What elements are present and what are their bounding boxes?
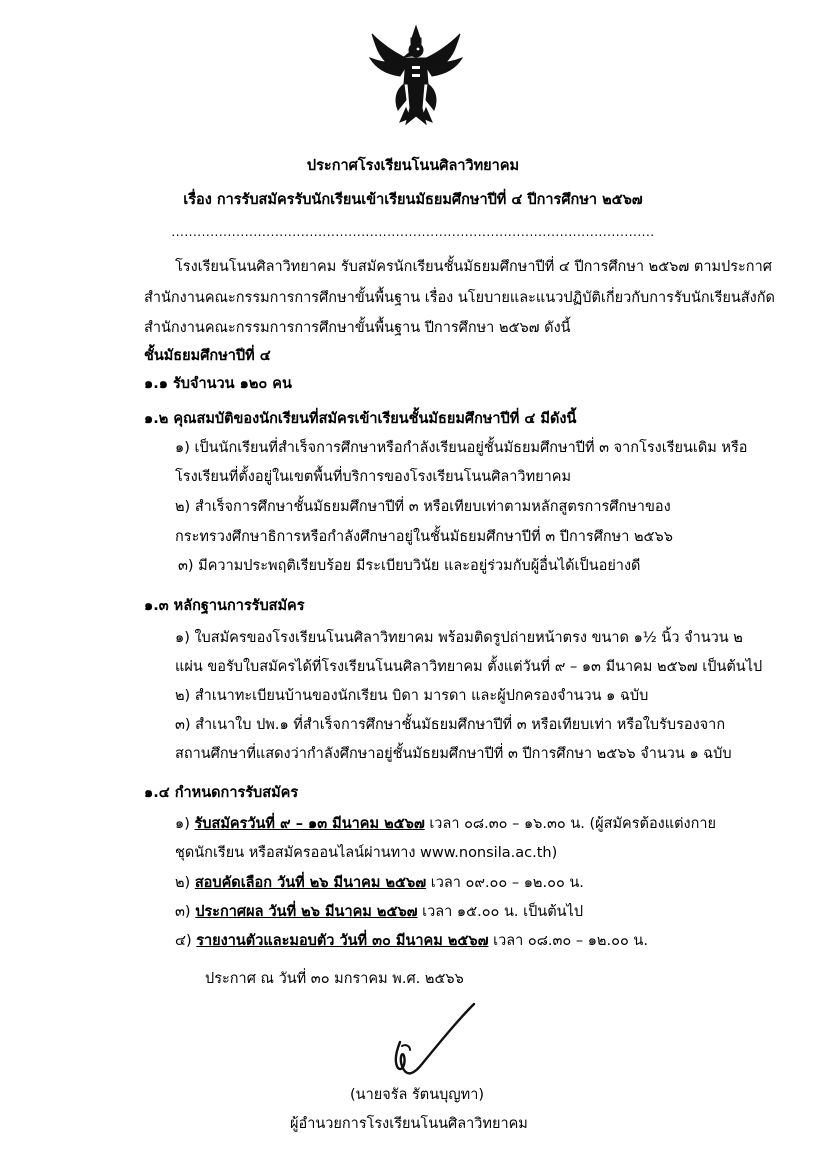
schedule-item — [175, 814, 716, 834]
schedule-item — [175, 843, 557, 863]
divider: ................................................................................................................ — [171, 225, 655, 239]
section-1-1: ๑.๑ รับจำนวน ๑๒๐ คน — [144, 376, 292, 392]
schedule-detail: เวลา ๑๕.๐๐ น. เป็นต้นไป — [417, 904, 584, 920]
qualification-line: โรงเรียนที่ตั้งอยู่ในเขตพื้นที่บริการของโรงเรียนโนนศิลาวิทยาคม — [175, 469, 572, 485]
document-line: ๒) สำเนาทะเบียนบ้านของนักเรียน บิดา มารดา และผู้ปกครองจำนวน ๑ ฉบับ — [175, 688, 649, 704]
schedule-item — [175, 931, 648, 951]
signer-position: ผู้อำนวยการโรงเรียนโนนศิลาวิทยาคม — [290, 1116, 528, 1132]
qualification-line: ๓) มีความประพฤติเรียบร้อย มีระเบียบวินัย และอยู่ร่วมกับผู้อื่นได้เป็นอย่างดี — [178, 558, 641, 574]
intro-line-3: สำนักงานคณะกรรมการการศึกษาขั้นพื้นฐาน ปีการศึกษา ๒๕๖๗ ดังนี้ — [144, 320, 571, 336]
document-line: ๑) ใบสมัครของโรงเรียนโนนศิลาวิทยาคม พร้อมติดรูปถ่ายหน้าตรง ขนาด ๑½ นิ้ว จำนวน ๒ — [175, 630, 743, 646]
section-1-4-heading: ๑.๔ กำหนดการรับสมัคร — [144, 785, 299, 801]
qualification-line: กระทรวงศึกษาธิการหรือกำลังศึกษาอยู่ในชั้นมัธยมศึกษาปีที่ ๓ ปีการศึกษา ๒๕๖๖ — [175, 529, 673, 545]
signature-image — [388, 1000, 488, 1080]
schedule-label: สอบคัดเลือก วันที่ ๒๖ มีนาคม ๒๕๖๗ — [194, 875, 427, 891]
schedule-label: รายงานตัวและมอบตัว วันที่ ๓๐ มีนาคม ๒๕๖๗ — [196, 933, 489, 949]
schedule-item — [175, 902, 583, 922]
document-line: ๓) สำเนาใบ ปพ.๑ ที่สำเร็จการศึกษาชั้นมัธยมศึกษาปีที่ ๓ หรือเทียบเท่า หรือใบรับรองจาก — [175, 717, 726, 733]
intro-line-2: สำนักงานคณะกรรมการการศึกษาขั้นพื้นฐาน เรื่อง นโยบายและแนวปฏิบัติเกี่ยวกับการรับนักเรียนสังกัด — [144, 290, 775, 306]
section-1-2-heading: ๑.๒ คุณสมบัติของนักเรียนที่สมัครเข้าเรียนชั้นมัธยมศึกษาปีที่ ๔ มีดังนี้ — [144, 411, 577, 427]
qualification-line: ๒) สำเร็จการศึกษาชั้นมัธยมศึกษาปีที่ ๓ หรือเทียบเท่าตามหลักสูตรการศึกษาของ — [175, 499, 671, 515]
level-heading: ชั้นมัธยมศึกษาปีที่ ๔ — [144, 348, 271, 364]
section-1-3-heading: ๑.๓ หลักฐานการรับสมัคร — [144, 598, 305, 614]
schedule-number: ๑) — [175, 816, 195, 832]
announcement-subject: เรื่อง การรับสมัครรับนักเรียนเข้าเรียนมัธยมศึกษาปีที่ ๔ ปีการศึกษา ๒๕๖๗ — [183, 192, 643, 208]
announcement-title: ประกาศโรงเรียนโนนศิลาวิทยาคม — [306, 158, 520, 174]
schedule-detail: ชุดนักเรียน หรือสมัครออนไลน์ผ่านทาง www.nonsila.ac.th) — [175, 845, 558, 861]
schedule-label: ประกาศผล วันที่ ๒๖ มีนาคม ๒๕๖๗ — [195, 904, 418, 920]
document-line: แผ่น ขอรับใบสมัครได้ที่โรงเรียนโนนศิลาวิทยาคม ตั้งแต่วันที่ ๙ – ๑๓ มีนาคม ๒๕๖๗ เป็นต้นไป — [175, 659, 763, 675]
schedule-number: ๓) — [175, 904, 196, 920]
schedule-detail: เวลา ๐๘.๓๐ – ๑๖.๓๐ น. (ผู้สมัครต้องแต่งกาย — [424, 816, 716, 832]
schedule-label: รับสมัครวันที่ ๙ – ๑๓ มีนาคม ๒๕๖๗ — [194, 816, 425, 832]
signer-name: (นายจรัล รัตนบุญทา) — [350, 1087, 485, 1103]
schedule-detail: เวลา ๐๙.๐๐ – ๑๒.๐๐ น. — [426, 875, 584, 891]
intro-line-1: โรงเรียนโนนศิลาวิทยาคม รับสมัครนักเรียนชั้นมัธยมศึกษาปีที่ ๔ ปีการศึกษา ๒๕๖๗ ตามประกาศ — [175, 259, 772, 275]
schedule-number: ๒) — [175, 875, 195, 891]
document-line: สถานศึกษาที่แสดงว่ากำลังศึกษาอยู่ชั้นมัธยมศึกษาปีที่ ๓ ปีการศึกษา ๒๕๖๖ จำนวน ๑ ฉบับ — [175, 746, 732, 762]
qualification-line: ๑) เป็นนักเรียนที่สำเร็จการศึกษาหรือกำลังเรียนอยู่ชั้นมัธยมศึกษาปีที่ ๓ จากโรงเรียนเดิม หรือ — [175, 440, 748, 456]
garuda-emblem — [366, 24, 466, 126]
announcement-date: ประกาศ ณ วันที่ ๓๐ มกราคม พ.ศ. ๒๕๖๖ — [205, 971, 464, 987]
schedule-item — [175, 873, 584, 893]
schedule-detail: เวลา ๐๘.๓๐ – ๑๒.๐๐ น. — [488, 933, 648, 949]
schedule-number: ๔) — [175, 933, 197, 949]
